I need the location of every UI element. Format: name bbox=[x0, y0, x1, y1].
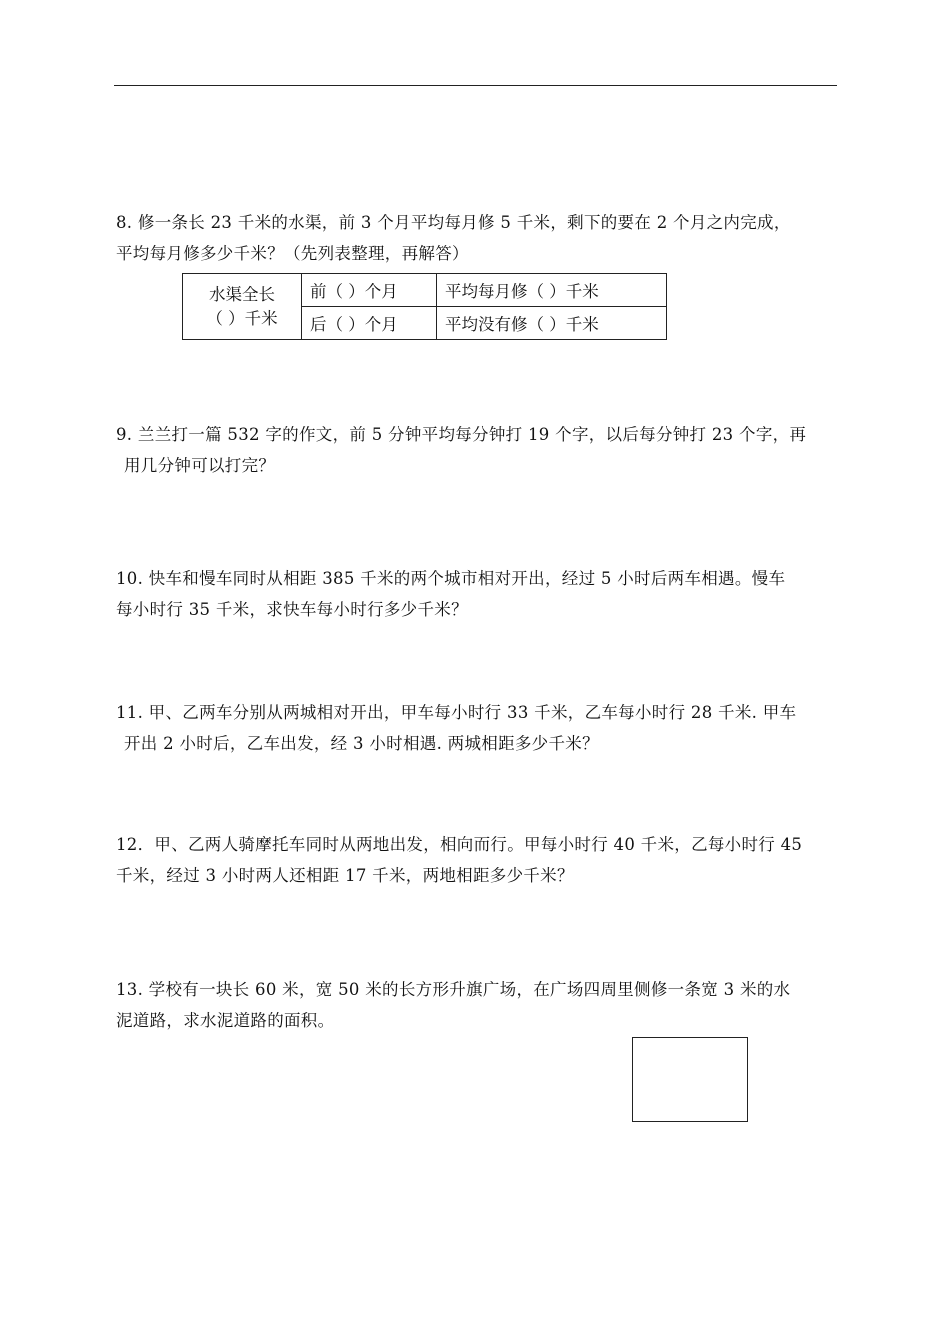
question-10-line-2: 每小时行 35 千米，求快车每小时行多少千米？ bbox=[116, 600, 468, 619]
canal-length-label: 水渠全长 bbox=[209, 284, 275, 304]
question-10-line-1: 10. 快车和慢车同时从相距 385 千米的两个城市相对开出，经过 5 小时后两车相遇。慢车 bbox=[116, 569, 786, 588]
question-12-line-2: 千米，经过 3 小时两人还相距 17 千米，两地相距多少千米？ bbox=[116, 866, 574, 885]
question-13-line-1: 13. 学校有一块长 60 米，宽 50 米的长方形升旗广场，在广场四周里侧修一条宽 3 米的水 bbox=[116, 980, 791, 999]
question-11 bbox=[116, 697, 838, 759]
later-months-cell: 后（ ）个月 bbox=[302, 307, 437, 340]
header-rule bbox=[114, 85, 837, 86]
canal-length-cell bbox=[183, 274, 302, 340]
question-12 bbox=[116, 829, 838, 891]
first-avg-cell: 平均每月修（ ）千米 bbox=[437, 274, 667, 307]
question-8 bbox=[116, 207, 838, 269]
first-months-cell: 前（ ）个月 bbox=[302, 274, 437, 307]
question-9-line-1: 9. 兰兰打一篇 532 字的作文，前 5 分钟平均每分钟打 19 个字，以后每分钟打 23 个字，再 bbox=[116, 425, 807, 444]
question-12-line-1: 12．甲、乙两人骑摩托车同时从两地出发，相向而行。甲每小时行 40 千米，乙每小时行 45 bbox=[116, 835, 803, 854]
question-9 bbox=[116, 419, 838, 481]
rectangle-figure bbox=[632, 1037, 748, 1122]
question-11-line-1: 11. 甲、乙两车分别从两城相对开出，甲车每小时行 33 千米，乙车每小时行 28 千米. 甲车 bbox=[116, 703, 797, 722]
question-8-table bbox=[182, 273, 667, 340]
question-8-line-2: 平均每月修多少千米？（先列表整理，再解答） bbox=[116, 244, 469, 263]
question-13 bbox=[116, 974, 838, 1036]
canal-length-blank: （ ）千米 bbox=[206, 308, 278, 328]
question-8-line-1: 8. 修一条长 23 千米的水渠，前 3 个月平均每月修 5 千米，剩下的要在 2 个月之内完成， bbox=[116, 213, 791, 232]
question-10 bbox=[116, 563, 838, 625]
question-13-line-2: 泥道路，求水泥道路的面积。 bbox=[116, 1011, 335, 1030]
question-9-line-2: 用几分钟可以打完？ bbox=[124, 456, 276, 475]
question-11-line-2: 开出 2 小时后，乙车出发，经 3 小时相遇. 两城相距多少千米？ bbox=[124, 734, 599, 753]
remaining-avg-cell: 平均没有修（ ）千米 bbox=[437, 307, 667, 340]
